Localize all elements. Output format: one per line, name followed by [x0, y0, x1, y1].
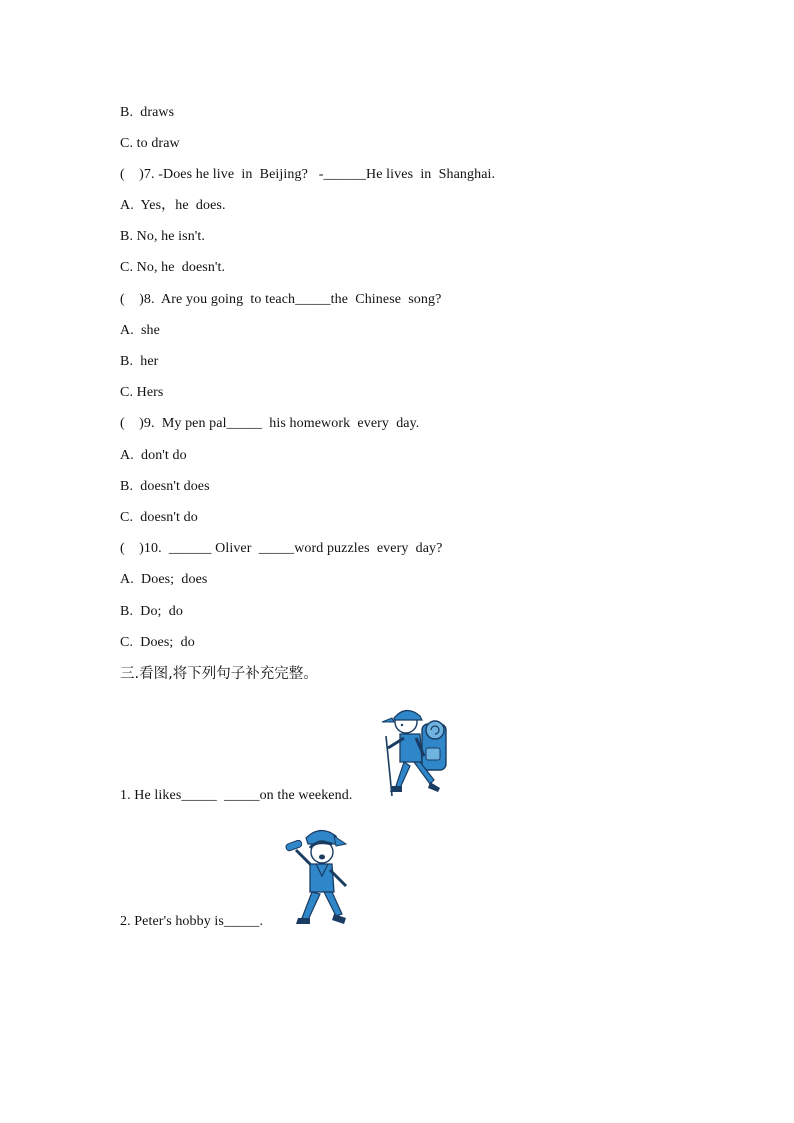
option-6c: C. to draw: [120, 136, 180, 151]
option-10c: C. Does; do: [120, 635, 195, 650]
option-9a: A. don't do: [120, 448, 187, 463]
option-8b: B. her: [120, 354, 159, 369]
option-10a: A. Does; does: [120, 572, 208, 587]
option-10b: B. Do; do: [120, 604, 183, 619]
singing-boy-illustration: [280, 826, 352, 926]
option-9c: C. doesn't do: [120, 510, 198, 525]
question-10: ( )10. ______ Oliver _____word puzzles every day?: [120, 541, 443, 556]
question-7: ( )7. -Does he live in Beijing? -______He lives in Shanghai.: [120, 167, 496, 182]
section-3-question-2: 2. Peter's hobby is_____.: [120, 914, 264, 929]
option-8a: A. she: [120, 323, 160, 338]
option-8c: C. Hers: [120, 385, 164, 400]
section-3-heading: 三.看图,将下列句子补充完整。: [120, 666, 318, 682]
question-8: ( )8. Are you going to teach_____the Chinese song?: [120, 292, 442, 307]
hiking-boy-illustration: [378, 700, 452, 800]
option-9b: B. doesn't does: [120, 479, 210, 494]
option-7b: B. No, he isn't.: [120, 229, 206, 244]
option-7a: A. Yes，he does.: [120, 198, 226, 213]
section-3-question-1: 1. He likes_____ _____on the weekend.: [120, 788, 353, 803]
question-9: ( )9. My pen pal_____ his homework every day.: [120, 416, 420, 431]
option-6b: B. draws: [120, 105, 175, 120]
option-7c: C. No, he doesn't.: [120, 260, 226, 275]
